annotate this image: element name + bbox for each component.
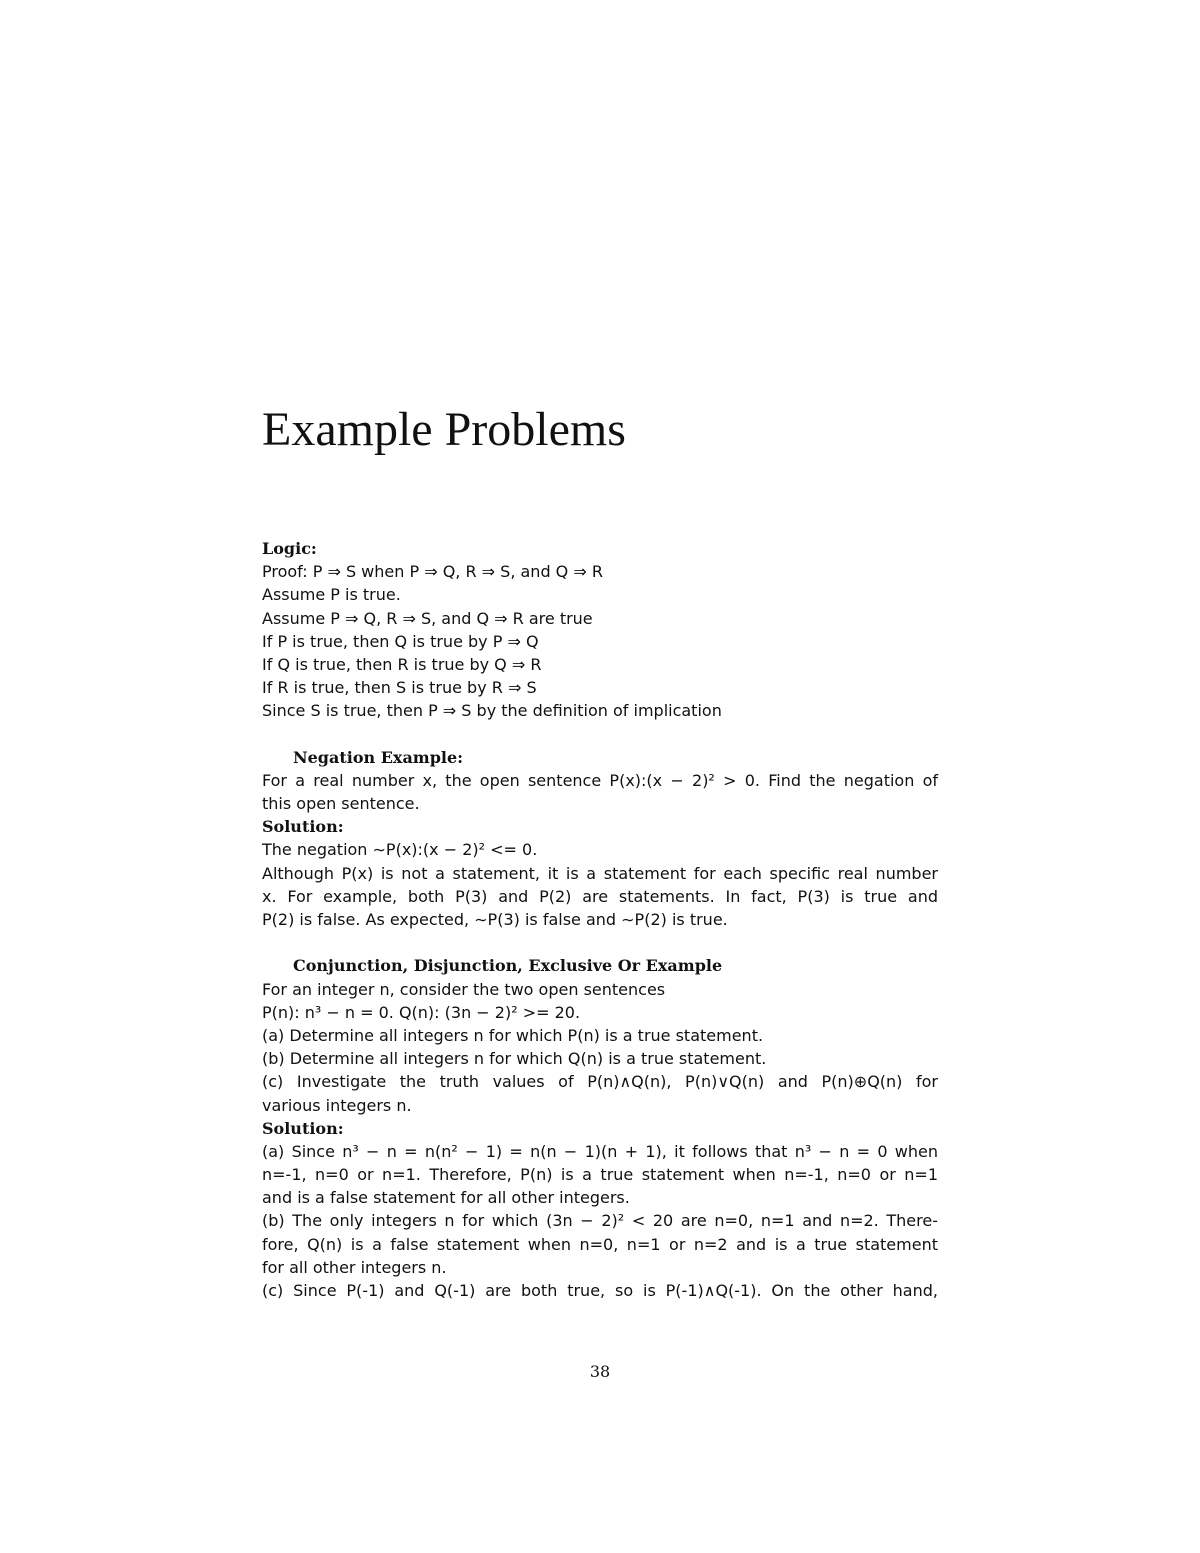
conjunction-solution-line: for all other integers n.	[262, 1257, 447, 1277]
logic-line: Assume P ⇒ Q, R ⇒ S, and Q ⇒ R are true	[262, 608, 593, 628]
page-title: Example Problems	[262, 403, 626, 456]
logic-line: Since S is true, then P ⇒ S by the definition of implication	[262, 701, 722, 721]
conjunction-solution-line: fore, Q(n) is a false statement when n=0, n=1 or n=2 and is a true statement	[262, 1234, 938, 1254]
conjunction-problem-line: (c) Investigate the truth values of P(n)∧Q(n), P(n)∨Q(n) and P(n)⊕Q(n) for	[262, 1072, 938, 1092]
conjunction-problem-line: P(n): n³ − n = 0. Q(n): (3n − 2)² >= 20.	[262, 1002, 581, 1022]
conjunction-solution-line: (b) The only integers n for which (3n − 2)² < 20 are n=0, n=1 and n=2. There-	[262, 1211, 938, 1231]
negation-heading: Negation Example:	[293, 747, 464, 767]
logic-line: Proof: P ⇒ S when P ⇒ Q, R ⇒ S, and Q ⇒ R	[262, 562, 603, 582]
conjunction-problem-line: various integers n.	[262, 1095, 412, 1115]
page-number: 38	[589, 1362, 611, 1381]
negation-solution-heading: Solution:	[262, 817, 344, 837]
logic-line: If P is true, then Q is true by P ⇒ Q	[262, 631, 539, 651]
conjunction-heading: Conjunction, Disjunction, Exclusive Or Example	[293, 956, 723, 976]
section-spacer	[262, 931, 938, 954]
document-body	[262, 537, 938, 1302]
negation-problem-line: For a real number x, the open sentence P(x):(x − 2)² > 0. Find the negation of	[262, 770, 938, 790]
logic-line: If R is true, then S is true by R ⇒ S	[262, 678, 537, 698]
conjunction-solution-line: n=-1, n=0 or n=1. Therefore, P(n) is a true statement when n=-1, n=0 or n=1	[262, 1165, 938, 1185]
conjunction-solution-line: and is a false statement for all other integers.	[262, 1188, 630, 1208]
conjunction-solution-heading: Solution:	[262, 1118, 344, 1138]
section-spacer	[262, 723, 938, 746]
logic-line: Assume P is true.	[262, 585, 401, 605]
negation-solution-line: x. For example, both P(3) and P(2) are statements. In fact, P(3) is true and	[262, 886, 938, 906]
conjunction-problem-line: (b) Determine all integers n for which Q(n) is a true statement.	[262, 1049, 767, 1069]
conjunction-problem-line: (a) Determine all integers n for which P(n) is a true statement.	[262, 1025, 764, 1045]
negation-problem-line: this open sentence.	[262, 794, 420, 814]
conjunction-solution-line: (a) Since n³ − n = n(n² − 1) = n(n − 1)(n + 1), it follows that n³ − n = 0 when	[262, 1141, 938, 1161]
logic-heading: Logic:	[262, 539, 317, 558]
negation-solution-line: P(2) is false. As expected, ∼P(3) is false and ∼P(2) is true.	[262, 910, 728, 929]
conjunction-solution-line: (c) Since P(-1) and Q(-1) are both true, so is P(-1)∧Q(-1). On the other hand,	[262, 1281, 938, 1300]
negation-solution-line: The negation ∼P(x):(x − 2)² <= 0.	[262, 840, 538, 860]
negation-solution-line: Although P(x) is not a statement, it is a statement for each specific real number	[262, 863, 938, 883]
logic-line: If Q is true, then R is true by Q ⇒ R	[262, 654, 542, 674]
conjunction-problem-line: For an integer n, consider the two open sentences	[262, 979, 666, 999]
